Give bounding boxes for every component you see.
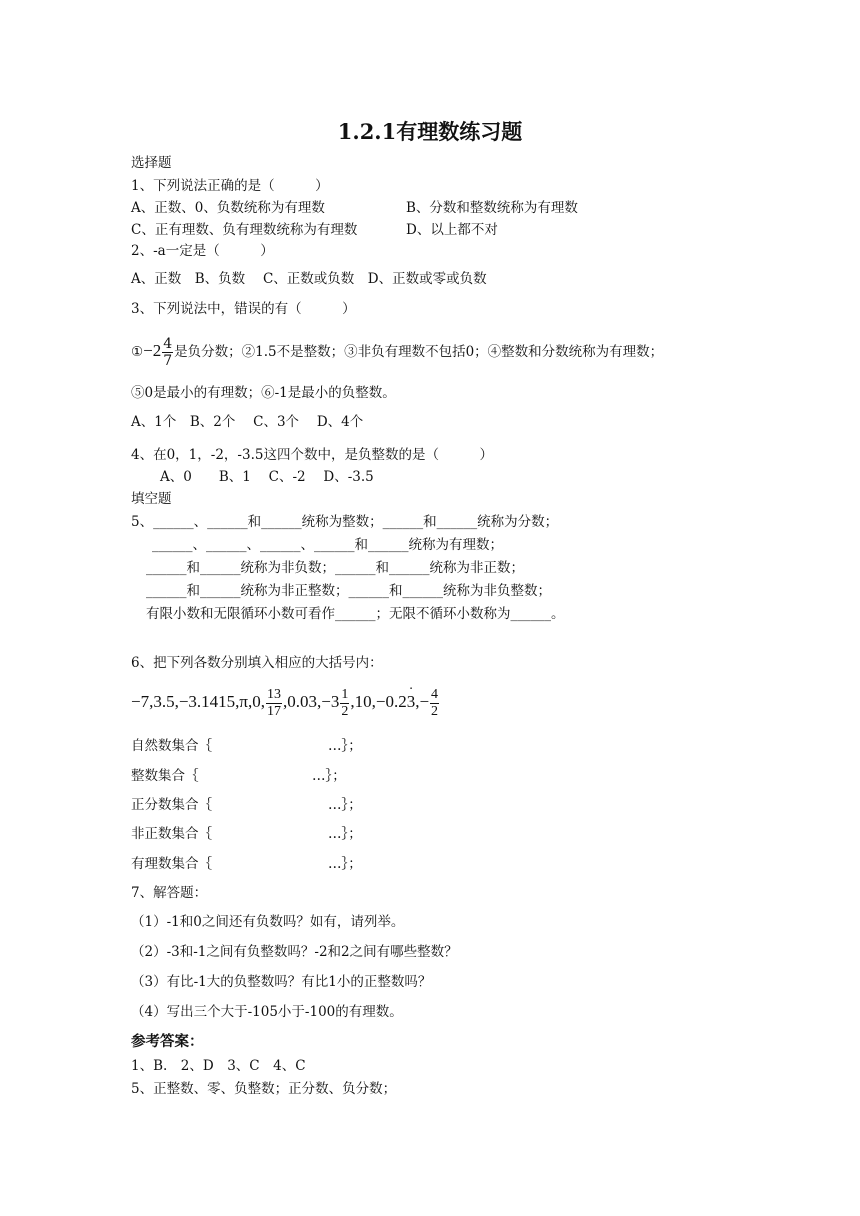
number-list-part-1: −7,3.5,−3.1415,π,0, [131, 692, 266, 711]
section-heading-choice: 选择题 [131, 155, 172, 171]
question-3-statements-text: 是负分数；②1.5不是整数；③非负有理数不包括0；④整数和分数统称为有理数； [174, 344, 664, 360]
question-1-stem: 1、下列说法正确的是（ ） [131, 178, 329, 194]
question-3-statement-line-1 [131, 334, 663, 369]
question-7-stem: 7、解答题： [131, 885, 208, 901]
fraction-denominator: 7 [163, 353, 173, 369]
fraction-four-halves [430, 687, 439, 720]
fraction-denominator: 17 [267, 703, 282, 719]
mixed-number-whole: −2 [143, 341, 162, 360]
question-1-option-c: C、正有理数、负有理数统称为有理数 [131, 222, 358, 238]
question-7-item-3: （3）有比-1大的负整数吗？有比1小的正整数吗？ [131, 974, 432, 990]
circled-number-1: ① [131, 344, 144, 360]
fraction-denominator: 2 [431, 703, 439, 719]
set-natural-end: …｝； [328, 738, 362, 754]
answers-heading: 参考答案： [131, 1033, 204, 1050]
fraction-denominator: 2 [341, 703, 349, 719]
set-positive-fraction-label: 正分数集合｛ [131, 797, 212, 813]
question-7-item-4: （4）写出三个大于-105小于-100的有理数。 [131, 1004, 403, 1020]
question-5-line-3: ______和______统称为非负数；______和______统称为非正数； [146, 560, 524, 576]
fraction-four-sevenths [162, 336, 173, 369]
set-integer-end: …｝； [312, 768, 346, 784]
set-positive-fraction-end: …｝； [328, 797, 362, 813]
set-rational-end: …｝； [328, 856, 362, 872]
question-7-item-2: （2）-3和-1之间有负整数吗？-2和2之间有哪些整数？ [131, 944, 458, 960]
question-1-option-a: A、正数、0、负数统称为有理数 [131, 200, 325, 216]
answers-line-2: 5、正整数、零、负整数；正分数、负分数； [131, 1081, 397, 1097]
question-1-option-d: D、以上都不对 [406, 222, 498, 238]
question-3-options: A、1个 B、2个 C、3个 D、4个 [131, 414, 364, 430]
set-rational-label: 有理数集合｛ [131, 856, 212, 872]
number-list-part-4: ,− [415, 692, 430, 711]
page-title: 1.2.1有理数练习题 [337, 119, 523, 144]
answers-line-1: 1、B. 2、D 3、C 4、C [131, 1058, 306, 1074]
question-5-line-5: 有限小数和无限循环小数可看作______；无限不循环小数称为______。 [146, 606, 565, 622]
fraction-one-half [340, 687, 349, 720]
question-5-line-2: ______、______、______、______和______统称为有理数； [152, 537, 503, 553]
fraction-numerator: 4 [431, 686, 439, 702]
set-non-positive-end: …｝； [328, 826, 362, 842]
question-3-statement-line-2: ⑤0是最小的有理数；⑥-1是最小的负整数。 [131, 385, 396, 401]
set-integer-label: 整数集合｛ [131, 768, 199, 784]
question-3-stem: 3、下列说法中，错误的有（ ） [131, 301, 356, 317]
question-7-item-1: （1）-1和0之间还有负数吗？如有，请列举。 [131, 914, 405, 930]
number-list-part-3: ,10,−0.2 [350, 692, 407, 711]
set-non-positive-label: 非正数集合｛ [131, 826, 212, 842]
question-4-stem: 4、在0，1，-2，-3.5这四个数中，是负整数的是（ ） [131, 447, 493, 463]
set-natural-label: 自然数集合｛ [131, 738, 212, 754]
repeating-digit-3: · 3 [407, 682, 416, 722]
question-5-line-1: 5、______、______和______统称为整数；______和______统称为分数； [131, 514, 559, 530]
section-heading-fill: 填空题 [131, 491, 172, 507]
question-6-number-list [131, 682, 440, 722]
question-5-line-4: ______和______统称为非正整数；______和______统称为非负整数； [146, 583, 551, 599]
question-6-stem: 6、把下列各数分别填入相应的大括号内： [131, 655, 383, 671]
fraction-numerator: 1 [341, 686, 349, 702]
fraction-numerator: 4 [163, 336, 173, 352]
question-1-option-b: B、分数和整数统称为有理数 [406, 200, 578, 216]
question-2-options: A、正数 B、负数 C、正数或负数 D、正数或零或负数 [131, 271, 487, 287]
fraction-numerator: 13 [267, 686, 282, 702]
number-list-part-2: ,0.03,−3 [283, 692, 340, 711]
fraction-thirteen-seventeenths [266, 687, 282, 720]
question-4-options: A、0 B、1 C、-2 D、-3.5 [160, 469, 374, 485]
question-2-stem: 2、-a一定是（ ） [131, 243, 274, 259]
